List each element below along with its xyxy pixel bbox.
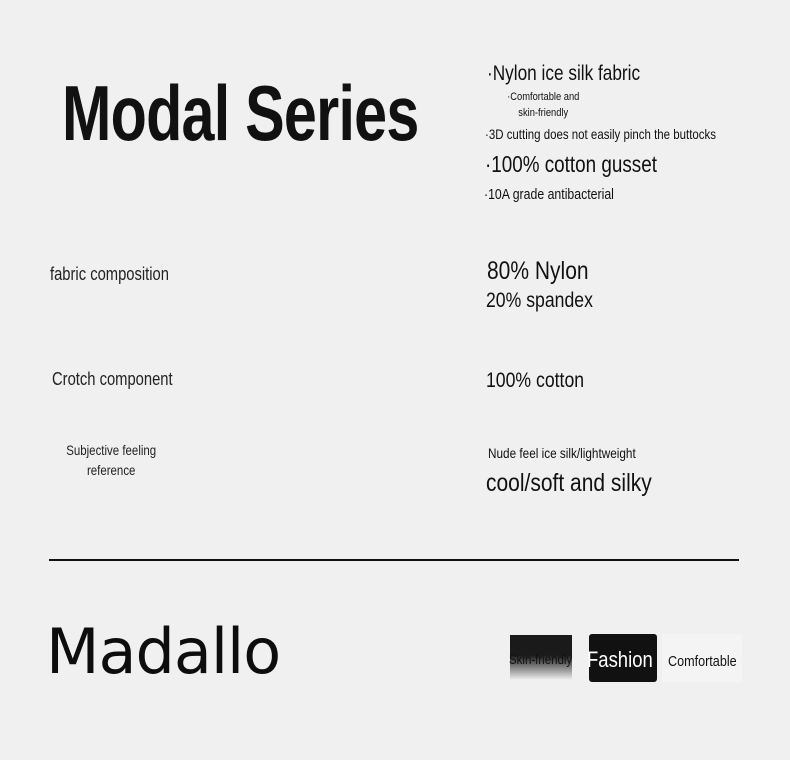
crotch-component-value: 100% cotton	[486, 369, 585, 392]
fabric-composition-spandex: 20% spandex	[486, 289, 593, 312]
feature-3d-cutting: ·3D cutting does not easily pinch the buttocks	[485, 126, 717, 142]
feature-cotton-gusset: ·100% cotton gusset	[485, 151, 657, 177]
series-title: Modal Series	[62, 69, 419, 157]
feature-nylon-fabric: ·Nylon ice silk fabric	[487, 62, 641, 85]
badge-fashion: Fashion	[587, 647, 653, 672]
feature-antibacterial: ·10A grade antibacterial	[484, 186, 614, 203]
fabric-composition-label: fabric composition	[50, 264, 169, 284]
fabric-composition-nylon: 80% Nylon	[487, 257, 589, 285]
section-divider	[49, 559, 739, 561]
feature-comfortable-subtext: ·Comfortable and skin-friendly	[507, 91, 580, 119]
subjective-feeling-value-large: cool/soft and silky	[486, 469, 652, 497]
badge-comfortable: Comfortable	[668, 653, 737, 670]
brand-logo: Madallo	[46, 615, 281, 688]
badge-skin-friendly: Skin-friendly	[509, 651, 573, 667]
subjective-feeling-value-small: Nude feel ice silk/lightweight	[488, 445, 636, 461]
crotch-component-label: Crotch component	[52, 369, 173, 389]
subjective-feeling-label: Subjective feeling reference	[66, 442, 157, 478]
